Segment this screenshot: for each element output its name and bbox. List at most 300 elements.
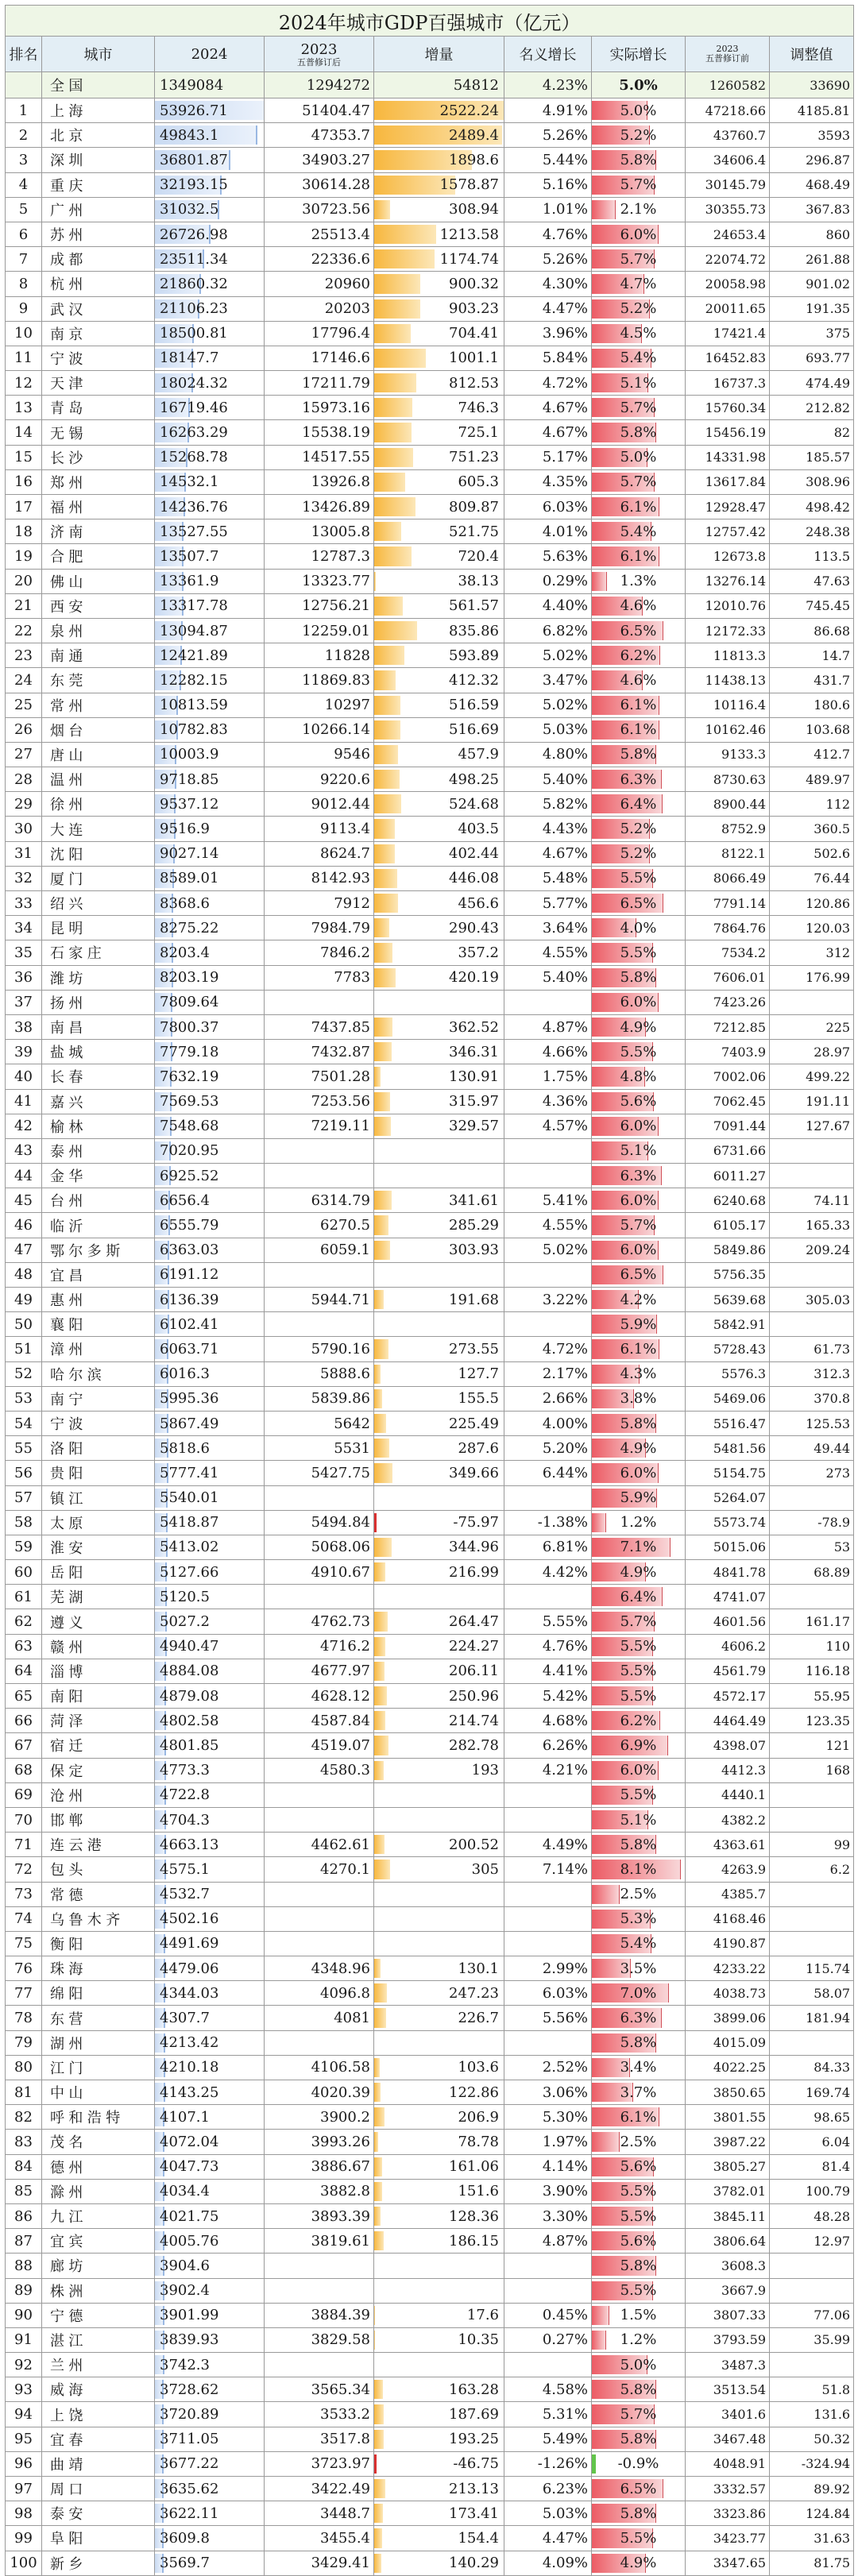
- table-row: [6, 2105, 854, 2130]
- real-growth-cell: [592, 1956, 686, 1981]
- gdp-2023-revised-cell: 11869.83: [265, 668, 374, 693]
- rank-cell: 6: [6, 222, 42, 246]
- adjustment-cell: 901.02: [770, 272, 854, 296]
- increase-bar: [374, 274, 420, 293]
- gdp-2024-value: 6363.03: [160, 1242, 219, 1259]
- real-growth-value: 4.8%: [620, 1068, 657, 1085]
- city-cell: 泉州: [42, 618, 155, 643]
- gdp-2024-value: 18147.7: [160, 350, 219, 367]
- increase-cell: [374, 940, 504, 965]
- real-growth-value: 2.5%: [620, 2133, 657, 2150]
- table-row: [6, 495, 854, 519]
- nominal-growth-cell: 4.67%: [504, 420, 592, 445]
- table-row: [6, 1906, 854, 1931]
- real-growth-value: 6.0%: [620, 1762, 657, 1779]
- gdp-2023-revised-cell: 12787.3: [265, 544, 374, 569]
- adjustment-cell: 745.45: [770, 593, 854, 618]
- rank-cell: 56: [6, 1461, 42, 1485]
- increase-bar: [374, 819, 395, 838]
- gdp-2023-original-cell: 7091.44: [686, 1114, 770, 1138]
- gdp-2023-original-cell: 6240.68: [686, 1188, 770, 1213]
- gdp-2023-original-cell: 12757.42: [686, 519, 770, 544]
- increase-value: [499, 1589, 504, 1605]
- table-row: [6, 1659, 854, 1683]
- adjustment-cell: 112: [770, 792, 854, 817]
- increase-bar: [374, 869, 397, 888]
- rank-cell: 26: [6, 717, 42, 742]
- increase-value: 903.23: [449, 300, 499, 318]
- real-growth-value: 6.4%: [620, 795, 657, 813]
- gdp-2023-revised-cell: 3429.41: [265, 2551, 374, 2575]
- real-growth-cell: [592, 296, 686, 321]
- city-cell: 赣州: [42, 1634, 155, 1659]
- increase-bar: [374, 1018, 392, 1037]
- gdp-2024-value: 4143.25: [160, 2084, 219, 2101]
- increase-cell: [374, 2353, 504, 2377]
- increase-cell: [374, 569, 504, 593]
- real-growth-cell: [592, 2501, 686, 2526]
- gdp-2023-original-cell: 4440.1: [686, 1782, 770, 1807]
- increase-cell: [374, 2179, 504, 2203]
- real-growth-value: 1.5%: [620, 2307, 657, 2324]
- gdp-2024-value: 7809.64: [160, 994, 219, 1011]
- gdp-2023-revised-cell: [265, 2254, 374, 2278]
- increase-bar: [374, 918, 389, 937]
- gdp-2023-revised-cell: 4348.96: [265, 1956, 374, 1981]
- title-row: [6, 6, 854, 37]
- nominal-growth-cell: 4.87%: [504, 1014, 592, 1039]
- adjustment-cell: 360.5: [770, 817, 854, 841]
- increase-cell: [374, 469, 504, 494]
- gdp-2024-cell: [155, 742, 265, 767]
- real-growth-value: 6.3%: [620, 2010, 657, 2027]
- rank-cell: 5: [6, 197, 42, 222]
- real-growth-cell: [592, 965, 686, 990]
- real-growth-cell: [592, 2254, 686, 2278]
- increase-value: [499, 2282, 504, 2299]
- gdp-2023-original-cell: 3423.77: [686, 2526, 770, 2551]
- gdp-2024-cell: [155, 1758, 265, 1782]
- increase-cell: [374, 1461, 504, 1485]
- table-row: [6, 817, 854, 841]
- city-cell: 沧州: [42, 1782, 155, 1807]
- adjustment-cell: 312.3: [770, 1361, 854, 1386]
- city-cell: 北京: [42, 123, 155, 148]
- national-rev: 1260582: [686, 72, 770, 98]
- table-row: [6, 197, 854, 222]
- adjustment-cell: 74.11: [770, 1188, 854, 1213]
- increase-bar: [374, 2132, 378, 2151]
- nominal-growth-cell: 4.76%: [504, 1634, 592, 1659]
- gdp-2024-cell: [155, 940, 265, 965]
- increase-cell: [374, 1138, 504, 1163]
- city-cell: 宿迁: [42, 1733, 155, 1758]
- gdp-2023-revised-cell: 10297: [265, 693, 374, 717]
- rank-cell: 65: [6, 1684, 42, 1709]
- gdp-2023-revised-cell: 4580.3: [265, 1758, 374, 1782]
- gdp-2024-cell: [155, 1709, 265, 1733]
- rank-cell: 63: [6, 1634, 42, 1659]
- national-city: 全国: [42, 72, 155, 98]
- gdp-2023-original-cell: 8900.44: [686, 792, 770, 817]
- real-growth-value: 5.8%: [620, 2505, 657, 2522]
- table-row: [6, 1014, 854, 1039]
- table-row: [6, 1461, 854, 1485]
- real-growth-value: 6.5%: [620, 622, 657, 639]
- city-cell: 榆林: [42, 1114, 155, 1138]
- real-growth-value: 4.2%: [620, 1291, 657, 1308]
- increase-bar: [374, 670, 396, 689]
- real-growth-value: 5.8%: [620, 969, 657, 987]
- nominal-growth-cell: [504, 990, 592, 1014]
- rank-cell: 97: [6, 2477, 42, 2501]
- real-growth-cell: [592, 2402, 686, 2427]
- gdp-2023-original-cell: 4022.25: [686, 2055, 770, 2080]
- increase-cell: [374, 593, 504, 618]
- increase-bar: [374, 546, 412, 566]
- gdp-2023-original-cell: 5469.06: [686, 1386, 770, 1411]
- table-row: [6, 1585, 854, 1609]
- real-growth-cell: [592, 2477, 686, 2501]
- adjustment-cell: 103.68: [770, 717, 854, 742]
- gdp-2023-original-cell: 3608.3: [686, 2254, 770, 2278]
- increase-value: 521.75: [449, 523, 499, 540]
- gdp-2023-original-cell: 5516.47: [686, 1411, 770, 1435]
- increase-value: 2489.4: [449, 126, 499, 144]
- rank-cell: 21: [6, 593, 42, 618]
- header-rev: [686, 37, 770, 72]
- real-growth-cell: [592, 569, 686, 593]
- increase-value: 103.6: [458, 2059, 499, 2076]
- real-growth-cell: [592, 693, 686, 717]
- increase-value: -75.97: [453, 1514, 499, 1531]
- increase-value: [499, 1489, 504, 1506]
- adjustment-cell: 165.33: [770, 1213, 854, 1238]
- city-cell: 厦门: [42, 866, 155, 890]
- real-growth-value: 6.1%: [620, 697, 657, 714]
- increase-value: 341.61: [449, 1191, 499, 1209]
- real-growth-value: 5.8%: [620, 2381, 657, 2398]
- gdp-2023-original-cell: 7002.06: [686, 1064, 770, 1089]
- real-growth-cell: [592, 1782, 686, 1807]
- increase-cell: [374, 1337, 504, 1361]
- gdp-2024-value: 21860.32: [160, 275, 228, 292]
- gdp-2024-value: 4879.08: [160, 1687, 219, 1705]
- gdp-2023-original-cell: 16452.83: [686, 346, 770, 370]
- increase-value: 1578.87: [439, 176, 499, 194]
- table-row: [6, 1164, 854, 1188]
- table-row: [6, 1213, 854, 1238]
- increase-value: 140.29: [449, 2555, 499, 2572]
- gdp-2024-value: 7569.53: [160, 1093, 219, 1110]
- gdp-2023-revised-cell: 47353.7: [265, 123, 374, 148]
- adjustment-cell: [770, 990, 854, 1014]
- gdp-2024-cell: [155, 1535, 265, 1559]
- city-cell: 福州: [42, 495, 155, 519]
- gdp-2023-revised-cell: 3882.8: [265, 2179, 374, 2203]
- real-growth-cell: [592, 2105, 686, 2130]
- gdp-2024-value: 6925.52: [160, 1167, 219, 1184]
- nominal-growth-cell: 4.42%: [504, 1560, 592, 1585]
- increase-cell: [374, 1361, 504, 1386]
- real-growth-value: 8.1%: [620, 1860, 657, 1878]
- increase-bar: [374, 1042, 392, 1061]
- nominal-growth-cell: 2.66%: [504, 1386, 592, 1411]
- nominal-growth-cell: [504, 1931, 592, 1956]
- real-growth-cell: [592, 866, 686, 890]
- national-real-value: 5.0%: [619, 76, 658, 94]
- gdp-2023-original-cell: 6105.17: [686, 1213, 770, 1238]
- gdp-2023-original-cell: 4015.09: [686, 2030, 770, 2055]
- gdp-2024-value: 8203.4: [160, 944, 210, 961]
- table-row: [6, 2080, 854, 2105]
- gdp-2024-value: 4005.76: [160, 2232, 219, 2250]
- city-cell: 绵阳: [42, 1981, 155, 2006]
- adjustment-cell: 273: [770, 1461, 854, 1485]
- nominal-growth-cell: 5.42%: [504, 1684, 592, 1709]
- real-growth-cell: [592, 1981, 686, 2006]
- increase-cell: [374, 916, 504, 940]
- increase-cell: [374, 1312, 504, 1337]
- increase-value: 1213.58: [439, 226, 499, 243]
- real-growth-value: 6.2%: [620, 647, 657, 664]
- nominal-growth-cell: 5.84%: [504, 346, 592, 370]
- increase-value: 214.74: [449, 1712, 499, 1729]
- adjustment-cell: 209.24: [770, 1238, 854, 1262]
- increase-cell: [374, 2154, 504, 2179]
- increase-bar: [374, 2554, 381, 2573]
- increase-bar: [374, 2454, 377, 2474]
- increase-bar: [374, 844, 395, 863]
- rank-cell: 66: [6, 1709, 42, 1733]
- adjustment-cell: 296.87: [770, 148, 854, 172]
- adjustment-cell: 12.97: [770, 2229, 854, 2254]
- gdp-2023-revised-cell: 3422.49: [265, 2477, 374, 2501]
- real-growth-cell: [592, 321, 686, 346]
- table-row: [6, 1114, 854, 1138]
- nominal-growth-cell: [504, 1882, 592, 1906]
- real-growth-value: 4.3%: [620, 1365, 657, 1383]
- table-row: [6, 1782, 854, 1807]
- real-growth-cell: [592, 1634, 686, 1659]
- header-prev: [265, 37, 374, 72]
- table-row: [6, 2229, 854, 2254]
- increase-value: 746.3: [458, 399, 499, 416]
- real-growth-cell: [592, 1040, 686, 1064]
- rank-cell: 83: [6, 2130, 42, 2154]
- city-cell: 阜阳: [42, 2526, 155, 2551]
- gdp-2023-original-cell: 3987.22: [686, 2130, 770, 2154]
- gdp-2023-revised-cell: 13926.8: [265, 469, 374, 494]
- gdp-2023-original-cell: 3782.01: [686, 2179, 770, 2203]
- city-cell: 茂名: [42, 2130, 155, 2154]
- adjustment-cell: 50.32: [770, 2427, 854, 2451]
- table-row: [6, 1981, 854, 2006]
- gdp-2024-cell: [155, 2427, 265, 2451]
- gdp-2024-cell: [155, 693, 265, 717]
- real-growth-cell: [592, 841, 686, 866]
- increase-cell: [374, 2105, 504, 2130]
- table-row: [6, 1634, 854, 1659]
- increase-cell: [374, 1411, 504, 1435]
- gdp-2024-cell: [155, 1040, 265, 1064]
- gdp-2023-revised-cell: 5068.06: [265, 1535, 374, 1559]
- increase-value: 349.66: [449, 1464, 499, 1481]
- increase-value: 193: [471, 1762, 499, 1779]
- city-cell: 鄂尔多斯: [42, 1238, 155, 1262]
- city-cell: 成都: [42, 247, 155, 272]
- real-growth-cell: [592, 2303, 686, 2327]
- increase-bar: [374, 1662, 385, 1681]
- real-growth-bar: [592, 2454, 596, 2474]
- rank-cell: 7: [6, 247, 42, 272]
- real-growth-value: 4.7%: [620, 275, 657, 292]
- real-growth-cell: [592, 916, 686, 940]
- real-growth-cell: [592, 98, 686, 123]
- adjustment-cell: 55.95: [770, 1684, 854, 1709]
- real-growth-cell: [592, 1386, 686, 1411]
- city-cell: 潍坊: [42, 965, 155, 990]
- real-growth-value: 5.7%: [620, 1613, 657, 1631]
- real-growth-cell: [592, 1882, 686, 1906]
- gdp-2024-cell: [155, 396, 265, 420]
- gdp-2024-value: 4802.58: [160, 1712, 219, 1729]
- rank-cell: 52: [6, 1361, 42, 1386]
- city-cell: 镇江: [42, 1485, 155, 1510]
- table-row: [6, 1535, 854, 1559]
- adjustment-cell: 82: [770, 420, 854, 445]
- gdp-2024-cell: [155, 1436, 265, 1461]
- adjustment-cell: 860: [770, 222, 854, 246]
- nominal-growth-cell: 4.43%: [504, 817, 592, 841]
- real-growth-bar: [592, 2132, 620, 2151]
- nominal-growth-cell: 4.87%: [504, 2229, 592, 2254]
- gdp-2024-value: 6555.79: [160, 1217, 219, 1234]
- real-growth-value: 1.3%: [620, 573, 657, 590]
- table-row: [6, 569, 854, 593]
- gdp-2023-revised-cell: 51404.47: [265, 98, 374, 123]
- increase-cell: [374, 148, 504, 172]
- increase-cell: [374, 247, 504, 272]
- adjustment-cell: [770, 1485, 854, 1510]
- header-row: [6, 37, 854, 72]
- real-growth-value: 4.9%: [620, 1018, 657, 1036]
- gdp-2023-original-cell: 3850.65: [686, 2080, 770, 2105]
- increase-bar: [374, 1686, 387, 1705]
- gdp-2024-cell: [155, 1807, 265, 1832]
- gdp-2024-cell: [155, 1064, 265, 1089]
- gdp-2023-revised-cell: 3517.8: [265, 2427, 374, 2451]
- nominal-growth-cell: 3.47%: [504, 668, 592, 693]
- real-growth-value: 5.5%: [620, 1786, 657, 1804]
- real-growth-value: 5.9%: [620, 1315, 657, 1333]
- increase-bar: [374, 2182, 382, 2201]
- rank-cell: 81: [6, 2080, 42, 2105]
- real-growth-cell: [592, 2130, 686, 2154]
- gdp-2023-revised-cell: [265, 1138, 374, 1163]
- increase-bar: [374, 794, 401, 813]
- gdp-2024-value: 6016.3: [160, 1365, 210, 1383]
- city-cell: 嘉兴: [42, 1089, 155, 1114]
- increase-cell: [374, 296, 504, 321]
- increase-cell: [374, 1758, 504, 1782]
- increase-cell: [374, 2477, 504, 2501]
- adjustment-cell: [770, 2278, 854, 2303]
- table-row: [6, 2402, 854, 2427]
- gdp-2023-original-cell: 12928.47: [686, 495, 770, 519]
- gdp-2024-cell: [155, 2055, 265, 2080]
- table-row: [6, 1411, 854, 1435]
- gdp-2024-value: 14236.76: [160, 498, 228, 516]
- real-growth-value: 5.1%: [620, 1811, 657, 1829]
- city-cell: 常州: [42, 693, 155, 717]
- nominal-growth-cell: 4.72%: [504, 1337, 592, 1361]
- increase-cell: [374, 420, 504, 445]
- gdp-2023-original-cell: 4398.07: [686, 1733, 770, 1758]
- adjustment-cell: 127.67: [770, 1114, 854, 1138]
- table-row: [6, 1807, 854, 1832]
- real-growth-value: 5.4%: [620, 523, 657, 540]
- city-cell: 泰安: [42, 2501, 155, 2526]
- table-row: [6, 1485, 854, 1510]
- real-growth-value: 5.8%: [620, 151, 657, 168]
- adjustment-cell: 48.28: [770, 2203, 854, 2228]
- real-growth-cell: [592, 2377, 686, 2402]
- increase-bar: [374, 2058, 380, 2077]
- table-row: [6, 792, 854, 817]
- increase-value: 287.6: [458, 1439, 499, 1457]
- gdp-2024-value: 4801.85: [160, 1736, 219, 1754]
- city-cell: 襄阳: [42, 1312, 155, 1337]
- real-growth-value: 6.0%: [620, 226, 657, 243]
- gdp-2024-value: 7800.37: [160, 1018, 219, 1036]
- real-growth-cell: [592, 817, 686, 841]
- real-growth-cell: [592, 618, 686, 643]
- gdp-2024-value: 4532.7: [160, 1886, 210, 1903]
- rank-cell: 88: [6, 2254, 42, 2278]
- city-cell: 衡阳: [42, 1931, 155, 1956]
- rank-cell: 41: [6, 1089, 42, 1114]
- real-growth-value: 5.5%: [620, 2282, 657, 2300]
- nominal-growth-cell: 3.06%: [504, 2080, 592, 2105]
- nominal-growth-cell: 4.68%: [504, 1709, 592, 1733]
- gdp-2024-cell: [155, 2402, 265, 2427]
- rank-cell: 27: [6, 742, 42, 767]
- gdp-2024-value: 5413.02: [160, 1539, 219, 1556]
- gdp-2024-value: 3720.89: [160, 2406, 219, 2423]
- table-row: [6, 891, 854, 916]
- city-cell: 珠海: [42, 1956, 155, 1981]
- adjustment-cell: 116.18: [770, 1659, 854, 1683]
- increase-value: 305: [471, 1860, 499, 1878]
- increase-value: 516.69: [449, 721, 499, 739]
- gdp-2024-value: 9718.85: [160, 770, 219, 788]
- rank-cell: 85: [6, 2179, 42, 2203]
- real-growth-cell: [592, 1510, 686, 1535]
- city-cell: 宁德: [42, 2303, 155, 2327]
- table-row: [6, 2203, 854, 2228]
- nominal-growth-cell: 5.48%: [504, 866, 592, 890]
- rank-cell: 94: [6, 2402, 42, 2427]
- increase-bar: [374, 1513, 377, 1532]
- table-row: [6, 1288, 854, 1312]
- table-row: [6, 990, 854, 1014]
- increase-cell: [374, 1857, 504, 1882]
- adjustment-cell: 489.97: [770, 767, 854, 792]
- increase-bar: [374, 770, 400, 789]
- city-cell: 株洲: [42, 2278, 155, 2303]
- real-growth-value: 5.8%: [620, 2431, 657, 2448]
